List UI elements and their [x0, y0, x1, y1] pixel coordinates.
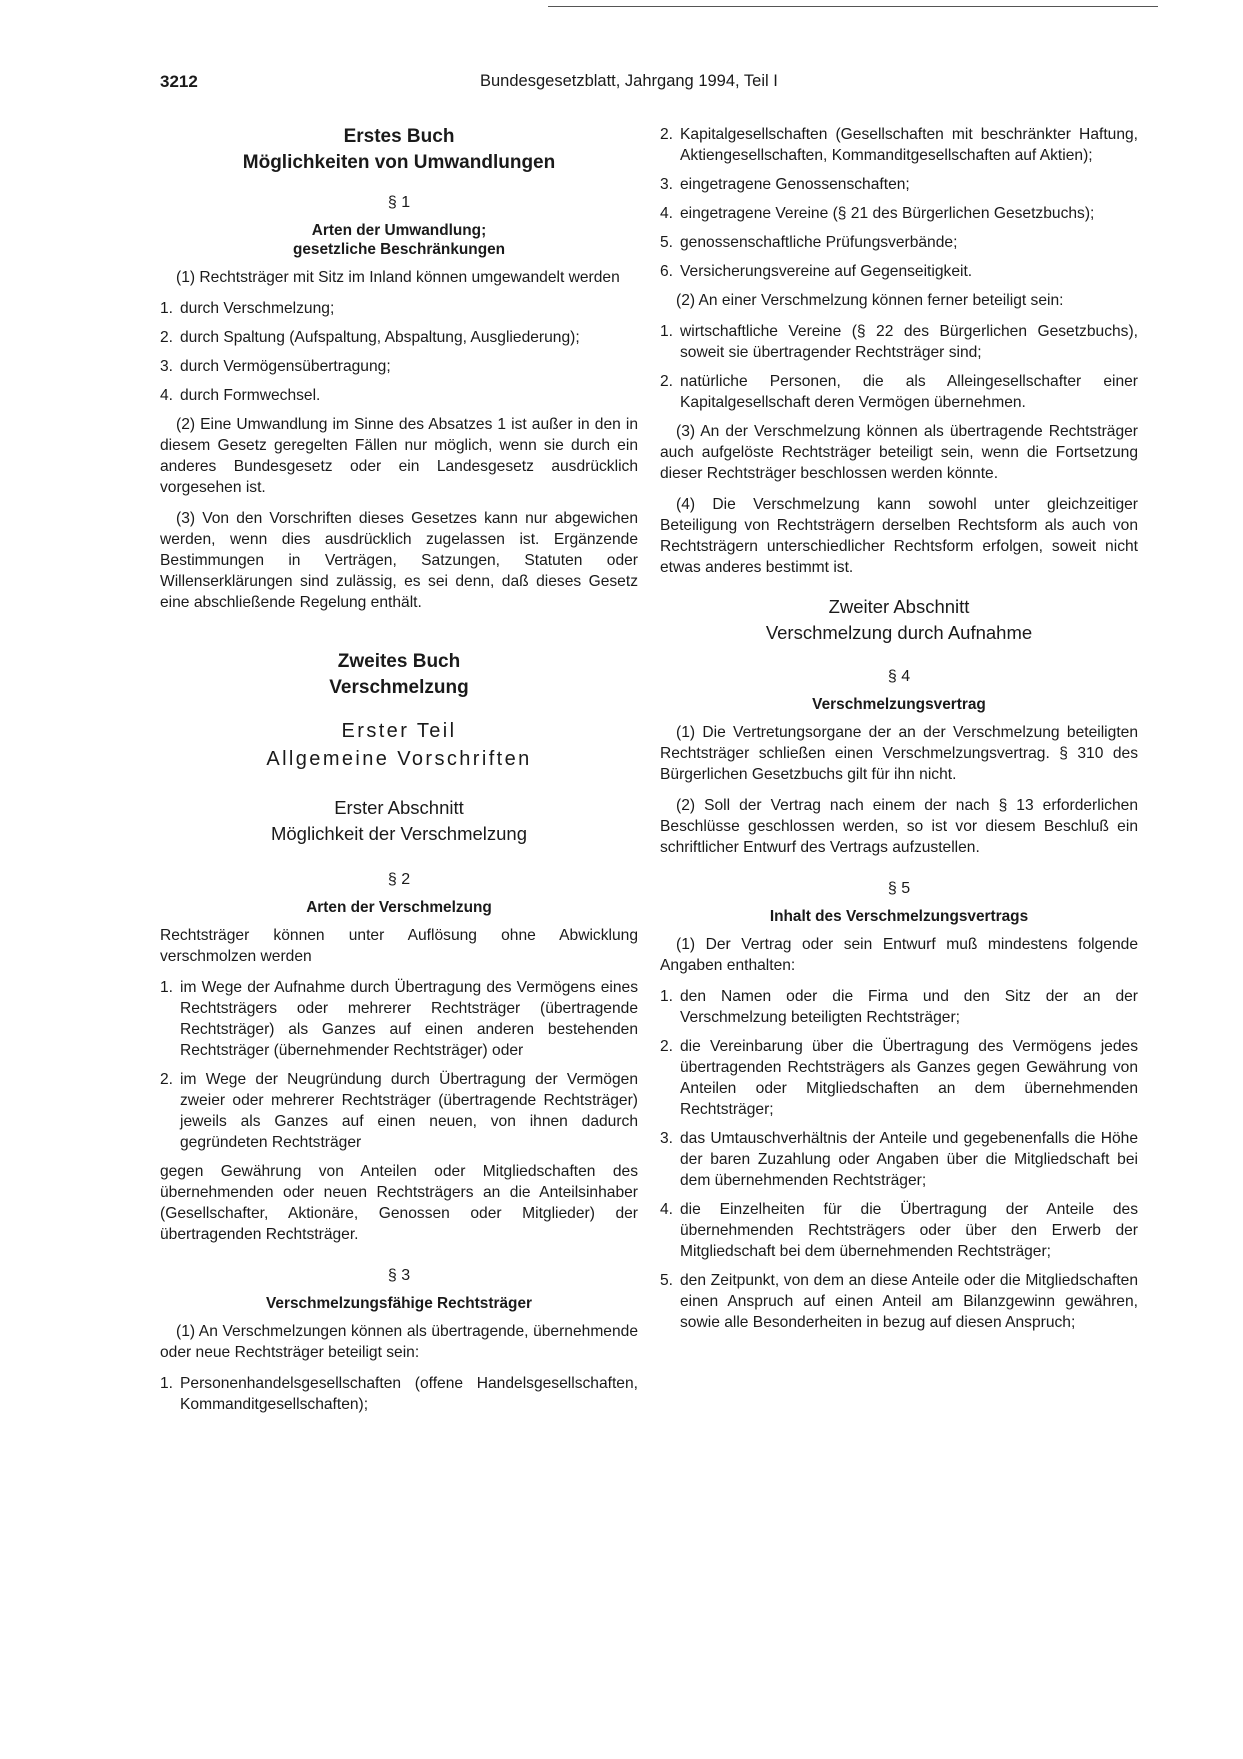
list-item	[660, 174, 1138, 195]
s5-sign: § 5	[887, 880, 911, 897]
part1-title: Erster Teil	[341, 720, 457, 742]
s3-title: Verschmelzungsfähige Rechtsträger	[265, 1295, 532, 1312]
list-item-text: eingetragene Vereine (§ 21 des Bürgerlichen Gesetzbuchs);	[680, 205, 1095, 222]
list-item	[660, 1036, 1138, 1120]
list-item	[660, 261, 1138, 282]
part1-subtitle: Allgemeine Vorschriften	[266, 748, 532, 770]
s2-paragraph-2: gegen Gewährung von Anteilen oder Mitgliedschaften des übernehmenden oder neuen Rechtsträgers an die Anteilsinhaber (Gesellschafter, Aktionäre, Genossen oder Mitglieder) der übertragenden Rechtsträger.	[160, 1163, 638, 1243]
list-item-number: 3.	[660, 176, 674, 193]
section1-title: Erster Abschnitt	[334, 797, 464, 818]
list-item-text: Versicherungsvereine auf Gegenseitigkeit.	[680, 263, 973, 280]
section1-heading	[160, 795, 638, 847]
page-number: 3212	[160, 72, 198, 91]
list-item-text: Personenhandelsgesellschaften (offene Handelsgesellschaften, Kommanditgesellschaften);	[180, 1375, 638, 1413]
s1-paragraph-1: (1) Rechtsträger mit Sitz im Inland können umgewandelt werden	[176, 269, 620, 286]
list-item-number: 1.	[660, 988, 674, 1005]
section1-subtitle: Möglichkeit der Verschmelzung	[270, 823, 528, 844]
list-item-text: durch Verschmelzung;	[180, 300, 335, 317]
s3-paragraph-1: (1) An Verschmelzungen können als übertragende, übernehmende oder neue Rechtsträger beteiligt sein:	[160, 1323, 638, 1361]
list-item	[660, 203, 1138, 224]
list-item-text: durch Vermögensübertragung;	[180, 358, 391, 375]
list-item	[160, 1373, 638, 1415]
list-item	[160, 1069, 638, 1153]
list-item-text: im Wege der Aufnahme durch Übertragung des Vermögens eines Rechtsträgers oder mehrerer Rechtsträger (übertragende Rechtsträger) als Ganzes auf einen anderen bestehenden Rechtsträger (übernehmender Rechtsträger) oder	[180, 979, 638, 1059]
list-item-text: eingetragene Genossenschaften;	[680, 176, 910, 193]
list-item	[160, 977, 638, 1061]
s4-sign: § 4	[887, 668, 911, 685]
s3-list-continued	[660, 124, 1138, 282]
s1-list	[160, 298, 638, 406]
list-item-text: Kapitalgesellschaften (Gesellschaften mit beschränkter Haftung, Aktiengesellschaften, Kommanditgesellschaften auf Aktien);	[680, 126, 1138, 164]
list-item	[660, 1199, 1138, 1262]
section2-heading	[660, 594, 1138, 646]
section2-subtitle: Verschmelzung durch Aufnahme	[765, 622, 1033, 643]
list-item-number: 1.	[160, 979, 174, 996]
page-header	[160, 72, 1140, 96]
s2-sign: § 2	[387, 871, 411, 888]
list-item-number: 4.	[160, 387, 174, 404]
list-item-number: 4.	[660, 205, 674, 222]
list-item-text: das Umtauschverhältnis der Anteile und gegebenenfalls die Höhe der baren Zuzahlung oder Angaben über die Mitgliedschaft bei dem übernehmenden Rechtsträger;	[680, 1130, 1138, 1189]
list-item-text: durch Formwechsel.	[180, 387, 321, 404]
s1-title	[160, 221, 638, 259]
list-item-number: 1.	[160, 300, 174, 317]
list-item-number: 2.	[660, 373, 674, 390]
s3-paragraph-3: (3) An der Verschmelzung können als übertragende Rechtsträger auch aufgelöste Rechtsträger beteiligt sein, wenn die Fortsetzung dieser Rechtsträger beschlossen werden könnte.	[660, 423, 1138, 482]
list-item-number: 3.	[660, 1130, 674, 1147]
s2-title: Arten der Verschmelzung	[306, 899, 492, 916]
list-item	[160, 356, 638, 377]
list-item	[660, 1128, 1138, 1191]
list-item	[160, 385, 638, 406]
list-item-text: natürliche Personen, die als Alleingesellschafter einer Kapitalgesellschaft deren Vermögen übernehmen.	[680, 373, 1138, 411]
list-item-number: 1.	[160, 1375, 174, 1392]
right-column	[660, 124, 1138, 1341]
s1-paragraph-3: (3) Von den Vorschriften dieses Gesetzes kann nur abgewichen werden, wenn dies ausdrücklich zugelassen ist. Ergänzende Bestimmungen in Verträgen, Satzungen, Statuten oder Willenserklärungen sind zulässig, es sei denn, daß dieses Gesetz eine abschließende Regelung enthält.	[160, 510, 638, 611]
list-item-number: 2.	[160, 1071, 174, 1088]
s5-paragraph-1: (1) Der Vertrag oder sein Entwurf muß mindestens folgende Angaben enthalten:	[660, 936, 1138, 974]
list-item	[160, 298, 638, 319]
list-item-text: durch Spaltung (Aufspaltung, Abspaltung, Ausgliederung);	[180, 329, 580, 346]
list-item-number: 5.	[660, 1272, 674, 1289]
s4-paragraph-1: (1) Die Vertretungsorgane der an der Verschmelzung beteiligten Rechtsträger schließen einen Verschmelzungsvertrag. § 310 des Bürgerlichen Gesetzbuchs gilt für ihn nicht.	[660, 724, 1138, 783]
list-item-number: 6.	[660, 263, 674, 280]
list-item	[660, 124, 1138, 166]
list-item	[160, 327, 638, 348]
s1-title-line2: gesetzliche Beschränkungen	[292, 241, 506, 258]
list-item-text: wirtschaftliche Vereine (§ 22 des Bürgerlichen Gesetzbuchs), soweit sie übertragender Rechtsträger sind;	[680, 323, 1138, 361]
s5-title: Inhalt des Verschmelzungsvertrags	[769, 908, 1029, 925]
list-item-number: 4.	[660, 1201, 674, 1218]
list-item-number: 2.	[660, 1038, 674, 1055]
s3-paragraph-2-list	[660, 321, 1138, 413]
s4-title: Verschmelzungsvertrag	[812, 696, 986, 713]
book1-subtitle: Möglichkeiten von Umwandlungen	[242, 152, 556, 173]
book2-title: Zweites Buch	[337, 651, 461, 672]
book2-subtitle: Verschmelzung	[329, 677, 469, 698]
s1-paragraph-2: (2) Eine Umwandlung im Sinne des Absatzes 1 ist außer in den in diesem Gesetz geregelten Fällen nur möglich, wenn sie durch ein anderes Bundesgesetz oder ein Landesgesetz ausdrücklich vorgesehen ist.	[160, 416, 638, 496]
list-item-number: 1.	[660, 323, 674, 340]
list-item-number: 2.	[160, 329, 174, 346]
list-item-text: genossenschaftliche Prüfungsverbände;	[680, 234, 958, 251]
s1-sign: § 1	[387, 194, 411, 211]
list-item-number: 3.	[160, 358, 174, 375]
s4-paragraph-2: (2) Soll der Vertrag nach einem der nach § 13 erforderlichen Beschlüsse geschlossen werden, so ist vor diesem Beschluß ein schriftlicher Entwurf des Vertrags aufzustellen.	[660, 797, 1138, 856]
list-item-text: im Wege der Neugründung durch Übertragung der Vermögen zweier oder mehrerer Rechtsträger (übertragende Rechtsträger) jeweils als Ganzes auf einen neuen, von ihnen dadurch gegründeten Rechtsträger	[180, 1071, 638, 1151]
list-item-text: die Vereinbarung über die Übertragung des Vermögens jedes übertragenden Rechtsträgers als Ganzes gegen Gewährung von Anteilen oder Mitgliedschaften an dem übernehmenden Rechtsträger;	[680, 1038, 1138, 1118]
list-item-number: 2.	[660, 126, 674, 143]
left-column	[160, 124, 638, 1423]
s3-list	[160, 1373, 638, 1415]
top-rule	[548, 6, 1158, 7]
book1-heading	[160, 124, 638, 176]
list-item-text: die Einzelheiten für die Übertragung der Anteile des übernehmenden Rechtsträgers oder über den Erwerb der Mitgliedschaft bei dem übernehmenden Rechtsträger;	[680, 1201, 1138, 1260]
running-title: Bundesgesetzblatt, Jahrgang 1994, Teil I	[480, 72, 778, 90]
section2-title: Zweiter Abschnitt	[828, 596, 970, 617]
s5-list	[660, 986, 1138, 1333]
s3-paragraph-2: (2) An einer Verschmelzung können ferner beteiligt sein:	[676, 292, 1064, 309]
list-item	[660, 986, 1138, 1028]
s2-paragraph-1: Rechtsträger können unter Auflösung ohne Abwicklung verschmolzen werden	[160, 927, 638, 965]
s2-list	[160, 977, 638, 1153]
list-item-number: 5.	[660, 234, 674, 251]
s1-title-line1: Arten der Umwandlung;	[311, 222, 487, 239]
list-item	[660, 232, 1138, 253]
list-item-text: den Zeitpunkt, von dem an diese Anteile oder die Mitgliedschaften einen Anspruch auf einen Anteil am Bilanzgewinn gewähren, sowie alle Besonderheiten in bezug auf diesen Anspruch;	[680, 1272, 1138, 1331]
list-item	[660, 371, 1138, 413]
s3-sign: § 3	[387, 1267, 411, 1284]
list-item	[660, 1270, 1138, 1333]
book2-heading	[160, 649, 638, 701]
s3-paragraph-4: (4) Die Verschmelzung kann sowohl unter gleichzeitiger Beteiligung von Rechtsträgern derselben Rechtsform als auch von Rechtsträgern unterschiedlicher Rechtsform erfolgen, soweit nicht etwas anderes bestimmt ist.	[660, 496, 1138, 576]
list-item-text: den Namen oder die Firma und den Sitz der an der Verschmelzung beteiligten Rechtsträger;	[680, 988, 1138, 1026]
list-item	[660, 321, 1138, 363]
part1-heading	[160, 717, 638, 773]
book1-title: Erstes Buch	[343, 126, 455, 147]
